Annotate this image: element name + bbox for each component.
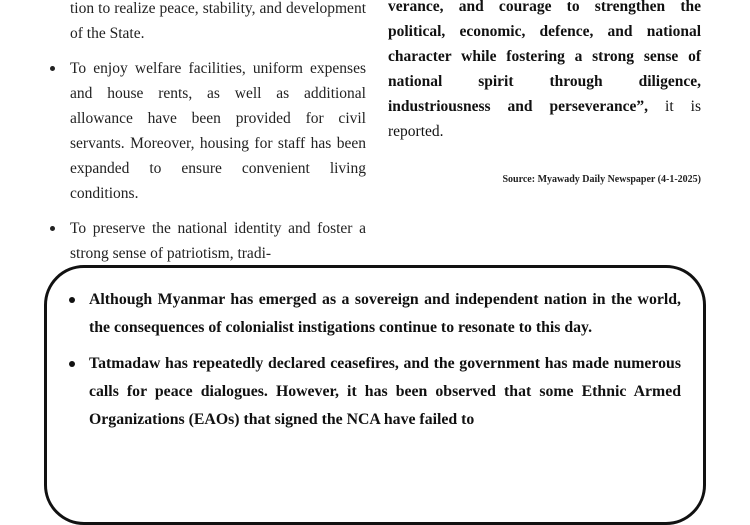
box-bullet-list [47, 268, 703, 434]
list-item: Tatmadaw has repeatedly declared ceasefires, and the government has made numerous calls for peace dialogues. However, it has been observed that some Ethnic Armed Organizations (EAOs) that signed the NCA have failed to [89, 350, 681, 434]
quote-tail: it is reported. [388, 98, 702, 140]
list-item: To preserve the national identity and foster a strong sense of patriotism, tradi- [48, 216, 366, 266]
right-column [388, 0, 701, 144]
list-item: Although Myanmar has emerged as a sovereign and independent nation in the world, the consequences of colonialist instigations continue to resonate to this day. [89, 286, 681, 342]
left-bullet-list [48, 0, 366, 266]
source-citation: Source: Myawady Daily Newspaper (4-1-2025) [502, 174, 701, 185]
left-column [48, 0, 366, 276]
highlight-box [44, 265, 706, 525]
quote-text: verance, and courage to strengthen the political, economic, defence, and national character while fostering a strong sense of national spirit through diligence, industriousness and perseverance”, [388, 0, 701, 115]
list-item: tion to realize peace, stability, and development of the State. [70, 0, 366, 42]
list-item: To enjoy welfare facilities, uniform expenses and house rents, as well as additional allowance have been provided for civil servants. Moreover, housing for staff has been expanded to ensure convenient living conditions. [48, 56, 366, 206]
